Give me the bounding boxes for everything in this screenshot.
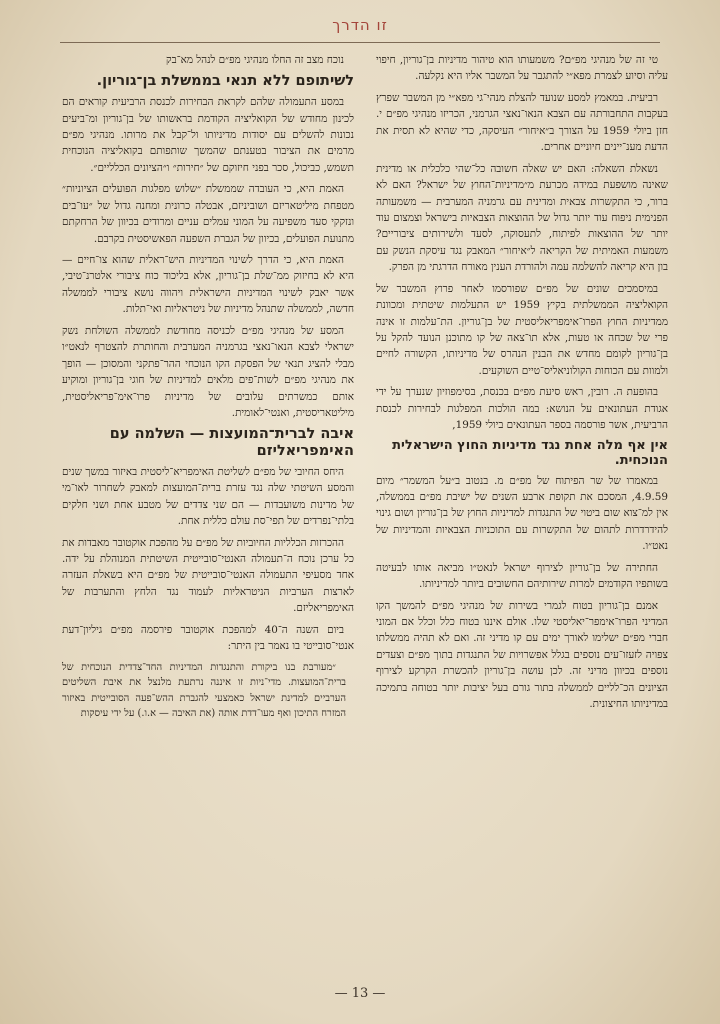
- paragraph: במאמרו של שר הפיתוח של מפ״ם מ. בנטוב ב״על המשמר״ מיום 4.9.59, המסכם את תקופת ארבע השנים של ישיבת מפ״ם בממשלה, אין למ־צוא שום ביטוי של התנגדות למדיניות החוץ של בן־גוריון ושום גינוי להידרדרות לתהום של התקשרות עם התוכניות הצבאיות והמדיניות של נאט״ו.: [376, 474, 668, 553]
- paragraph: האמת היא, כי העובדה שממשלת ״שלוש מפלגות הפועלים הציוניות״ מטפחת מיליטאריזם ושוביניזם, אבטלה כרונית ומחנה גדול של ״עו־בים ונזקקי סעד משפיעה על המוני עמלים עניים ומרודים בכיוון של הרחקתם מתנועת הפועלים, בכיוון של הגברת השפעה הפאשיסטית בקרבם.: [62, 183, 354, 245]
- right-column: [376, 52, 668, 972]
- section-heading: איבה לברית־המועצות — השלמה עם האימפריאליזם: [109, 426, 354, 460]
- paragraph: בהופעת ה. רובין, ראש סיעת מפ״ם בכנסת, בסימפוזיון שנערך על ידי אגודת העתונאים על הנושא: במה הולכות המפלגות לבחירות לכנסת הרביעית, אשר פורסמה בספר העתונאים ביולי 1959,: [376, 386, 668, 432]
- running-header: זו הדרך: [332, 16, 388, 34]
- paragraph: האמת היא, כי הדרך לשינוי המדיניות היש־ראלית שהוא צו־חיים — היא לא בחיזוק ממ־שלת בן־גוריון, אלא בליכוד כוח ציבורי אלטרנ־טיבי, אשר יאבק לשינוי המדיניות הישראלית ויהווה נושא ציבורי לממשלה חדשה, לממשלה שתנהל מדיניות של ניטראליות ואי־תלות.: [62, 254, 354, 316]
- text-columns: [62, 52, 668, 972]
- paragraph: ביום השנה ה־40 למהפכת אוקטובר פירסמה מפ״ם גיליון־דעת אנטי־סובייטי בו נאמר בין היתר:: [62, 623, 354, 653]
- paragraph: נשאלת השאלה: האם יש שאלה חשובה כל־שהי כלכלית או מדינית שאינה מושפעת במידה מכרעת מ״מדיניות־החוץ של ישראל? האם לא ברור, כי התקשרות צבאית ומדינית עם גרמניה המערבית — משמעותה הפנימית ניפוח עוד יותר גדול של ההוצאות הצבאיות בישראל וצמצום עוד יותר של ההוצאות לפיתוח, לתעסוקה, לסעד ולשירותים ציבוריים? משמעות האמיתית של הקריאה ל״איחור״ המאבק נגד עיסקת הנשק עם בון היא קריאה להשלמה עמה ולהורדת הענין מאורח הדרגתי מן הפרק.: [376, 162, 668, 274]
- block-quote: ״מעורבת בנו ביקורת והתנגדות המדיניות החד־צדדית הנוכחית של ברית־המועצות. מדי־ניות זו איננה נרתעת מלנצל את איבת השליטים הערביים למדינת ישראל כאמצעי להגברת ההש־פעה הסובייטית באיזור המזרח התיכון ואף מעו־דדת אותה (את האיבה — א.ו.) על ידי עיסקות: [62, 661, 346, 719]
- paragraph: ההכרזות הכלליות החיוביות של מפ״ם על מהפכת אוקטובר מאבדות את כל ערכן נוכח ה־תעמולה האנטי־סובייטית השיטתית המנוהלת על ידה. אחד מסעיפי התעמולה האנטי־סובייטית של מפ״ם היא בשאלת העזרה לארצות הערביות הניטראליות לעמוד נגד הלחץ והתערבות של האימפריאליזם.: [62, 536, 354, 615]
- paragraph: טי זה של מנהיגי מפ״ם? משמעותו הוא טיהור מדיניות בן־גוריון, חיפוי עליה וסיוע לצמרת מפא״י להתגבר על המשבר אליו היא נקלעה.: [376, 54, 668, 83]
- page-number: — 13 —: [334, 986, 386, 1001]
- paragraph: אמנם בן־גוריון בטוח לגמרי בשירות של מנהיגי מפ״ם להמשך הקו המדיני הפרו־אימפר־יאליסטי שלו. אולם איננו בטוח כלל וכלל אם המוני חברי מפ״ם ישלימו לאורך ימים עם קו מדיני זה. ואם לא תהיה ממשלתו צפויה לזעזו־עים נוספים בגלל אפשרויות של התנגדות בתוך מפ״ם וצעדים נוספים בכיוון מדיני זה. לכן עושה בן־גוריון להכשרת הקרקע לצירוף הציונים הכ־לליים לממשלה בתור גורם בעל יציבות יותר בטוחה בתמיכה במדיניותו החיצונית.: [376, 599, 668, 711]
- paragraph: נוכח מצב זה החלו מנהיגי מפ״ם לנהל מא־בק: [166, 54, 344, 66]
- section-heading: אין אף מלה אחת נגד מדיניות החוץ הישראלית הנוכחית.: [392, 437, 668, 468]
- paragraph: במסע התעמולה שלהם לקראת הבחירות לכנסת הרביעית קוראים הם לכינון מחודש של הקואליציה הקודמת בראשותו של בן־גוריון ומ־ביעים נכונות להשלים עם יסודות מדיניותו ול־קבל את מרותו. מנהיגי מפ״ם מרמים את הציבור בטענתם שהמשך שותפותם בקואליציה הנוכחית תשמש, כביכול, סכר בפני חיזוקם של ״חירות״ ו״הציונים הכלליים״.: [62, 96, 354, 174]
- header-rule: [60, 42, 660, 43]
- paragraph: החתירה של בן־גוריון לצירוף ישראל לנאט״ו מביאה אותו לבעיטה בשותפיו הקודמים למרות שירותיהם החשובים ביותר למדיניותו.: [376, 561, 668, 591]
- section-heading: לשיתופם ללא תנאי בממשלת בן־גוריון.: [96, 73, 354, 90]
- paragraph: במיסמכים שונים של מפ״ם שפורסמו לאחר פרוץ המשבר של הקואליציה הממשלתית בקיץ 1959 יש התעלמות שיטתית ומכוונת ממדיניות החוץ הפרו־אימפריאליסטית של בן־גוריון. הת־עלמות זו אינה פרי של שכחה או טעות, אלא תו־צאה של קו מתוכנן הנועד להקל על בן־גוריון לקומם מחדש את הבנין הנהרס של מדיניותו, הקשורה לחיים ולמוות עם הכוחות הקולוניאליס־טיים השוקעים.: [376, 282, 668, 377]
- left-column: [62, 52, 354, 972]
- paragraph: היחס החיובי של מפ״ם לשליטת האימפריא־ליסטית באיזור במשך שנים והמסע השיטתי שלה נגד עזרת ברית־המועצות למאבק לשחרור לאו־מי של מדינות משועבדות — הם שני צדדים של מטבע אחת ושני חלקים בלתי־נפרדים של תפי־סת עולם כללית אחת.: [62, 465, 354, 528]
- paragraph: רביעית. במאמץ למסע שנועד להצלת מנהי־גי מפא״י מן המשבר שפרץ בעקבות התחבורתה עם הצבא הנאו־נאצי הגרמני, הכריזו מנהיגי מפ״ם י. חזן ביולי 1959 על הצורך ב״איחור״ העיסקה, כדי שהיא לא תסית את הדעת מענ־יינים חיוניים אחרים.: [376, 91, 668, 154]
- paragraph: המסע של מנהיגי מפ״ם לכניסה מחודשת לממשלה השולחת נשק ישראלי לצבא הנאו־נאצי בגרמניה המערבית והחותרת להצטרף לנאט״ו מבלי להציג תנאי של הפסקת הקו הנוכחי ההר־פתקני והמסוכן — הופך את מנהיגי מפ״ם לשות־פים מלאים למדיניות של חוגי בן־גוריון ומוקיע אותם כמשרתים עלובים של מדיניות פרו־אימ־פריאליסטית, מיליטאריסטית, ואנטי־לאומית.: [62, 324, 354, 419]
